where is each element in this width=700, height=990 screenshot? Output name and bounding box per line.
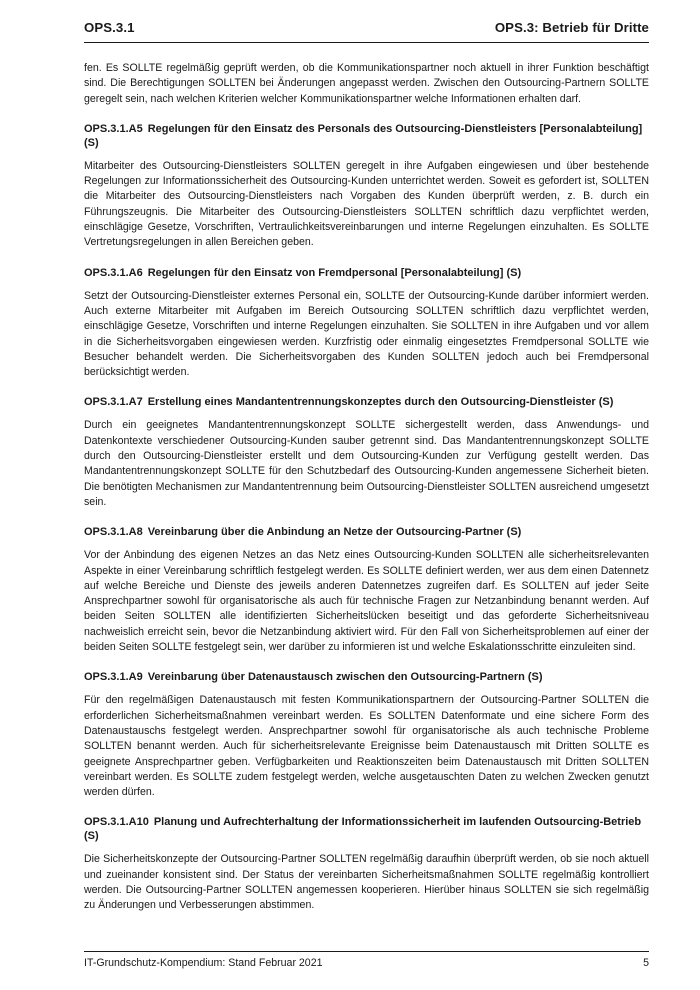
requirement-heading bbox=[84, 815, 649, 843]
page-footer bbox=[84, 957, 649, 969]
requirement-title: Regelungen für den Einsatz des Personals des Outsourcing-Dienstleisters [Personalabteilung] (S) bbox=[84, 122, 643, 149]
requirement-heading bbox=[84, 395, 649, 409]
requirement-heading bbox=[84, 266, 649, 280]
requirement-code: OPS.3.1.A10 bbox=[84, 816, 149, 829]
requirement-text: Die Sicherheitskonzepte der Outsourcing-Partner SOLLTEN regelmäßig daraufhin überprüft werden, ob sie noch aktuell und zueinander konsistent sind. Der Status der vereinbarten Sicherheitsmaßnahmen SOLLTE regelmäßig kontrolliert werden. Die Outsourcing-Partner SOLLTEN angemessen kooperieren. Hierüber hinaus SOLLTEN sie sich regelmäßig zu Änderungen und Verbesserungen abstimmen. bbox=[84, 853, 649, 912]
requirement-a8 bbox=[84, 525, 649, 655]
page-number: 5 bbox=[643, 957, 649, 969]
requirement-text: Für den regelmäßigen Datenaustausch mit festen Kommunikationspartnern der Outsourcing-Partner SOLLTEN die erforderlichen Sicherheitsmaßnahmen vereinbart werden. Es SOLLTEN Datenformate und eine sichere Form des Datenaustauschs festgelegt werden. Ansprechpartner sowohl für organisatorische als auch technische Probleme SOLLTEN benannt werden. Auch für sicherheitsrelevante Ereignisse beim Datenaustausch mit Dritten SOLLTE es geeignete Ansprechpartner geben. Verfügbarkeiten und Reaktionszeiten beim Datenaustausch mit Dritten SOLLTEN vereinbart werden. Es SOLLTE zudem festgelegt werden, welche ausgetauschten Daten zu welchen Zwecken genutzt werden dürfen. bbox=[84, 694, 649, 799]
module-group-title: OPS.3: Betrieb für Dritte bbox=[494, 20, 649, 35]
requirement-a10 bbox=[84, 815, 649, 913]
requirement-title: Planung und Aufrechterhaltung der Informationssicherheit im laufenden Outsourcing-Betrieb (S) bbox=[84, 816, 642, 843]
requirement-title: Regelungen für den Einsatz von Fremdpersonal [Personalabteilung] (S) bbox=[147, 266, 522, 279]
requirement-text: Setzt der Outsourcing-Dienstleister externes Personal ein, SOLLTE der Outsourcing-Kunde darüber informiert werden. Auch externe Mitarbeiter mit Aufgaben im Bereich Outsourcing SOLLTEN schriftlich dazu verpflichtet werden, einschlägige Gesetze, Vorschriften und interne Regelungen einzuhalten. Sie SOLLTEN in ihre Aufgaben und vor allem in die Sicherheitsvorgaben eingewiesen werden. Kurzfristig oder einmalig eingesetztes Fremdpersonal SOLLTE wie Besucher behandelt werden. Die Sicherheitsvorgaben des Kunden SOLLTEN jedoch auch bei Fremdpersonal berücksichtigt werden. bbox=[84, 289, 649, 379]
requirement-text: Durch ein geeignetes Mandantentrennungskonzept SOLLTE sichergestellt werden, dass Anwendungs- und Datenkontexte verschiedener Outsourcing-Kunden sauber getrennt sind. Das Mandantentrennungskonzept SOLLTE durch den Outsourcing-Dienstleister erstellt und dem Outsourcing-Kunden zur Verfügung gestellt werden. Das Mandantentrennungskonzept SOLLTE für den Schutzbedarf des Outsourcing-Kunden angemessene Sicherheit bieten. Die benötigten Mechanismen zur Mandantentrennung beim Outsourcing-Dienstleister SOLLTEN ausreichend umgesetzt sein. bbox=[84, 419, 649, 508]
requirement-code: OPS.3.1.A7 bbox=[84, 396, 143, 409]
requirement-a9 bbox=[84, 670, 649, 800]
header-rule bbox=[84, 42, 649, 43]
footer-rule bbox=[84, 951, 649, 952]
requirement-text: Vor der Anbindung des eigenen Netzes an das Netz eines Outsourcing-Kunden SOLLTEN alle sicherheitsrelevanten Aspekte in einer Vereinbarung schriftlich festgelegt werden. Es SOLLTE definiert werden, wer aus dem einen Datennetz auf welche Bereiche und Dienste des jeweils anderen Datennetzes zugreifen darf. Es SOLLTEN auf jeder Seite Ansprechpartner sowohl für organisatorische als auch für technische Fragen zur Netzanbindung benannt werden. Auf beiden Seiten SOLLTEN alle identifizierten Sicherheitslücken beseitigt und das geforderte Sicherheitsniveau nachweislich erreicht sein, bevor die Netzanbindung aktiviert wird. Für den Fall von Sicherheitsproblemen auf einer der beiden Seiten SOLLTE festgelegt sein, wer darüber zu informieren ist und welche Eskalationsschritte einzuleiten sind. bbox=[84, 549, 649, 654]
requirement-heading bbox=[84, 670, 649, 684]
footer-edition: IT-Grundschutz-Kompendium: Stand Februar 2021 bbox=[84, 957, 323, 969]
page-body bbox=[84, 61, 649, 914]
requirement-a5 bbox=[84, 122, 649, 251]
page-header bbox=[84, 20, 649, 35]
requirement-a7 bbox=[84, 395, 649, 510]
requirement-title: Vereinbarung über die Anbindung an Netze der Outsourcing-Partner (S) bbox=[147, 526, 522, 539]
requirement-heading bbox=[84, 525, 649, 539]
requirement-code: OPS.3.1.A9 bbox=[84, 671, 143, 684]
requirement-text: Mitarbeiter des Outsourcing-Dienstleisters SOLLTEN geregelt in ihre Aufgaben eingewiesen und über bestehende Regelungen zur Informationssicherheit des Outsourcing-Kunden unterrichtet werden. Soweit es gefordert ist, SOLLTEN die Mitarbeiter des Outsourcing-Dienstleisters nach Vorgaben des Kunden überprüft werden, z. B. durch ein Führungszeugnis. Die Mitarbeiter des Outsourcing-Dienstleisters SOLLTEN schriftlich dazu verpflichtet werden, einschlägige Gesetze, Vorschriften, Vertraulichkeitsvereinbarungen und interne Regelungen einzuhalten. Es SOLLTE Vertretungsregelungen in allen Bereichen geben. bbox=[84, 159, 649, 249]
requirement-code: OPS.3.1.A5 bbox=[84, 122, 143, 135]
module-id: OPS.3.1 bbox=[84, 20, 135, 35]
requirement-heading bbox=[84, 122, 649, 150]
intro-paragraph: fen. Es SOLLTE regelmäßig geprüft werden, ob die Kommunikationspartner noch aktuell in ihrer Funktion beschäftigt sind. Die Berechtigungen SOLLTEN bei Änderungen angepasst werden. Zwischen den Outsourcing-Partnern SOLLTE geregelt sein, nach welchen Kriterien welcher Kommunikationspartner welche Informationen erhalten darf. bbox=[84, 62, 649, 105]
requirement-title: Vereinbarung über Datenaustausch zwischen den Outsourcing-Partnern (S) bbox=[147, 671, 543, 684]
requirement-a6 bbox=[84, 266, 649, 381]
requirement-code: OPS.3.1.A8 bbox=[84, 526, 143, 539]
requirement-title: Erstellung eines Mandantentrennungskonzeptes durch den Outsourcing-Dienstleister (S) bbox=[147, 396, 614, 409]
requirement-code: OPS.3.1.A6 bbox=[84, 266, 143, 279]
